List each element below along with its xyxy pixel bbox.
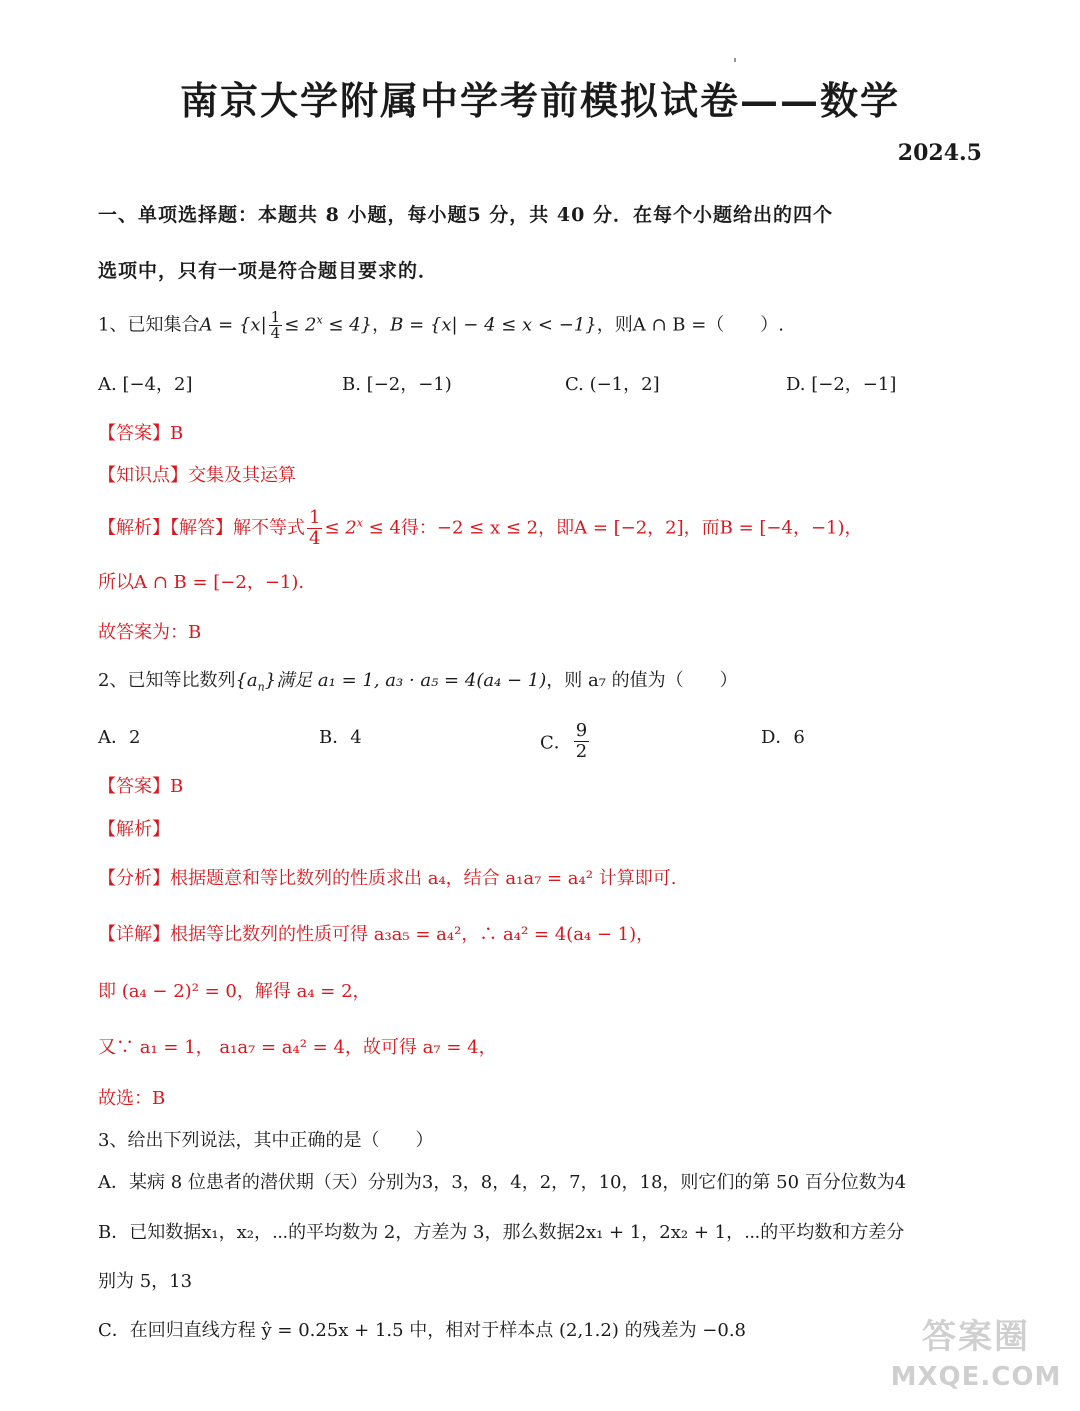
- q1-analysis-head: 【解析】【解答】解不等式: [98, 517, 305, 539]
- q1-option-d: D. [−2，−1]: [786, 374, 897, 395]
- q1-answer: 【答案】B: [98, 423, 184, 444]
- q2-condition: 满足 a₁ = 1, a₃ · a₅ = 4(a₄ − 1): [276, 670, 547, 691]
- q3-option-b-line2: 别为 5，13: [98, 1271, 193, 1292]
- q1-suffix: ，则A ∩ B =（ ）.: [596, 314, 784, 336]
- question-3-stem: 3、给出下列说法，其中正确的是（ ）: [98, 1130, 434, 1151]
- q2-fenxi: 【分析】根据题意和等比数列的性质求出 a₄，结合 a₁a₇ = a₄² 计算即可.: [98, 868, 677, 889]
- q2-option-d: D．6: [761, 727, 805, 748]
- q1-set-b: B = {x| − 4 ≤ x < −1}: [390, 314, 597, 336]
- q2-xiangjie: 【详解】根据等比数列的性质可得 a₃a₅ = a₄²，∴ a₄² = 4(a₄ − 1)，: [98, 924, 655, 945]
- q1-analysis-sup: x: [356, 516, 363, 530]
- q1-frac-num: 1: [270, 308, 281, 326]
- q3-option-a: A．某病 8 位患者的潜伏期（天）分别为3，3，8，4，2，7，10，18，则它们的第 50 百分位数为4: [98, 1172, 907, 1193]
- q2-analysis-label: 【解析】: [98, 819, 170, 840]
- q1-option-a: A. [−4，2]: [98, 374, 193, 395]
- q3-option-c: C．在回归直线方程 ŷ = 0.25x + 1.5 中，相对于样本点 (2,1.2) 的残差为 −0.8: [98, 1320, 747, 1341]
- question-2-stem: [98, 666, 738, 694]
- q2-conclusion: 故选：B: [98, 1088, 166, 1109]
- q1-analysis-line2: 所以A ∩ B = [−2，−1).: [98, 572, 305, 593]
- q2-option-c-label: C．: [540, 732, 572, 754]
- page-title: 南京大学附属中学考前模拟试卷——数学: [179, 78, 900, 123]
- watermark-line2: MXQE.COM: [890, 1362, 1062, 1392]
- q1-analysis-mid1: ≤ 2: [324, 517, 357, 539]
- q1-analysis-fraction: [307, 508, 322, 549]
- watermark-logo: [886, 1315, 1066, 1403]
- q1-analysis-frac-num: 1: [309, 507, 321, 528]
- q1-analysis: [98, 508, 863, 549]
- q1-fraction: [269, 310, 283, 341]
- q1-option-c: C. (−1，2]: [565, 374, 660, 395]
- q2-answer: 【答案】B: [98, 776, 184, 797]
- q2-seq-close: }: [264, 670, 277, 691]
- q1-set-a-open: A = {x|: [199, 314, 267, 336]
- watermark-line1: 答案圈: [922, 1317, 1030, 1357]
- q2-step1: 即 (a₄ − 2)² = 0，解得 a₄ = 2，: [98, 981, 371, 1002]
- q2-seq-sub: n: [257, 680, 265, 694]
- q1-analysis-mid2: ≤ 4得：−2 ≤ x ≤ 2，即A = [−2，2]，而B = [−4，−1)，: [362, 517, 863, 539]
- q1-sup: x: [316, 313, 323, 327]
- section-heading-line2: 选项中，只有一项是符合题目要求的．: [98, 260, 439, 282]
- q2-option-a: A．2: [98, 727, 141, 748]
- question-1-stem: [98, 310, 784, 341]
- q1-set-a-rest: ≤ 2: [284, 314, 317, 336]
- q2-option-b: B．4: [319, 727, 362, 748]
- q2-prefix: 2、已知等比数列: [98, 670, 236, 691]
- q2-opt-c-num: 9: [575, 720, 588, 741]
- q2-suffix: ，则 a₇ 的值为（ ）: [546, 670, 738, 691]
- q1-set-a-close: ≤ 4}: [322, 314, 373, 336]
- exam-date: 2024.5: [897, 140, 982, 166]
- q1-conclusion: 故答案为：B: [98, 622, 202, 643]
- q1-sep: ，: [372, 314, 391, 336]
- scan-mark: [734, 58, 736, 62]
- q2-opt-c-den: 2: [575, 741, 588, 762]
- q1-prefix: 1、已知集合: [98, 314, 200, 336]
- q1-frac-den: 4: [270, 324, 281, 342]
- q2-option-c: [540, 720, 591, 764]
- q2-seq: {a: [235, 670, 258, 691]
- section-heading-line1: 一、单项选择题：本题共 8 小题，每小题5 分，共 40 分．在每个小题给出的四个: [98, 204, 833, 226]
- q1-option-b: B. [−2，−1): [342, 374, 452, 395]
- q2-option-c-fraction: [574, 721, 589, 762]
- q1-analysis-frac-den: 4: [309, 528, 321, 549]
- q1-knowledge-point: 【知识点】交集及其运算: [98, 465, 296, 486]
- q3-option-b-line1: B．已知数据x₁，x₂，⋯的平均数为 2，方差为 3，那么数据2x₁ + 1，2x₂ + 1，⋯的平均数和方差分: [98, 1222, 905, 1243]
- q2-step2: 又∵ a₁ = 1， a₁a₇ = a₄² = 4，故可得 a₇ = 4，: [98, 1037, 497, 1058]
